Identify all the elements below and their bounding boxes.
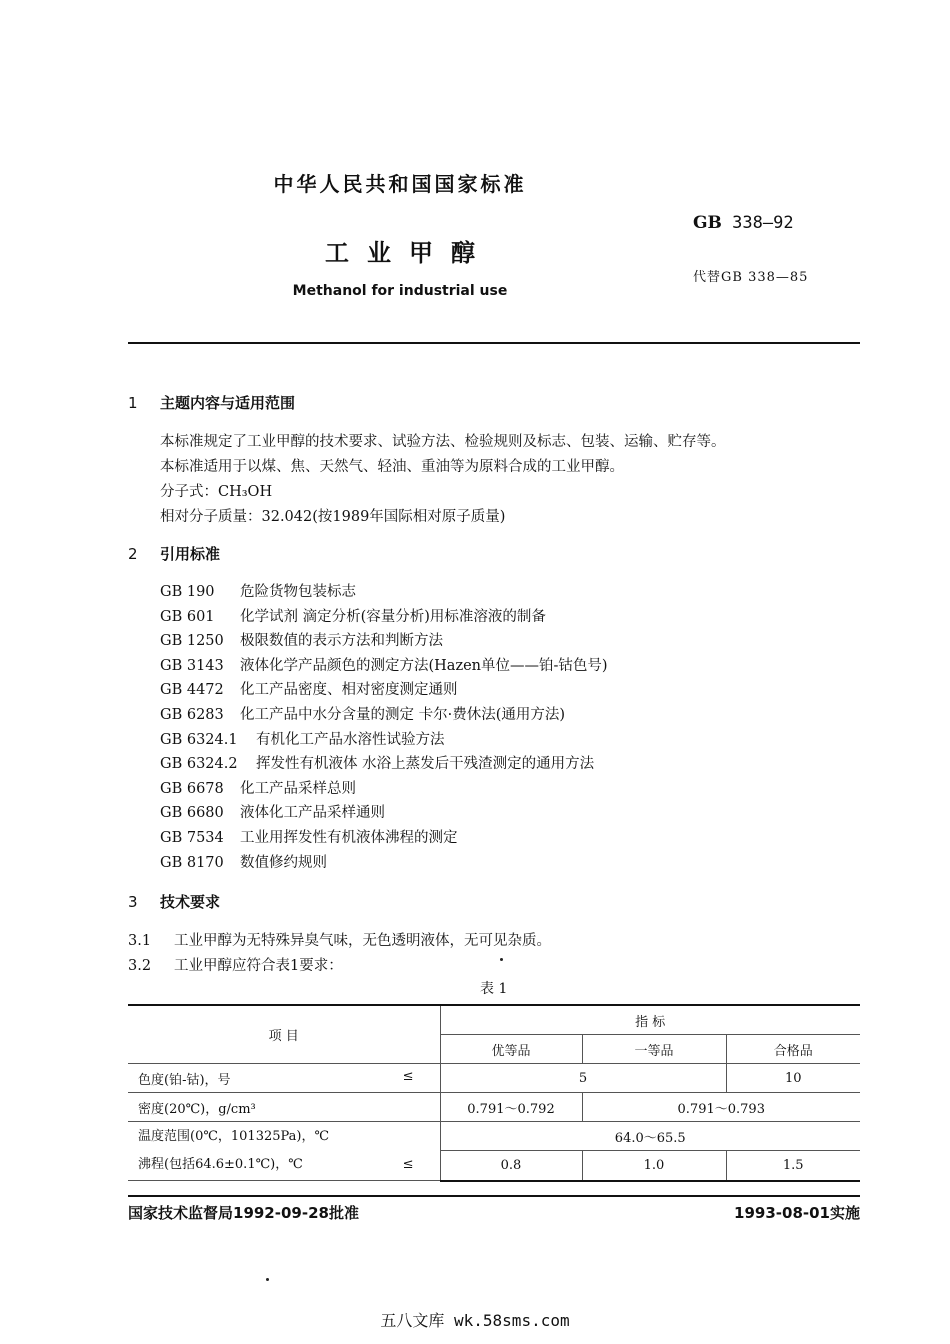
cell-value: 1.5 [726, 1151, 860, 1181]
comparator: ≤ [402, 1068, 414, 1084]
section-title: 技术要求 [160, 893, 221, 911]
item-name: 沸程(包括64.6±0.1℃)，℃ [138, 1157, 303, 1172]
standard-number-value: 338—92 [732, 213, 794, 233]
reference-item [160, 580, 356, 601]
reference-title: 化学试剂 滴定分析(容量分析)用标准溶液的制备 [240, 608, 546, 625]
reference-code: GB 190 [160, 584, 215, 600]
reference-title: 化工产品采样总则 [240, 780, 356, 797]
reference-item [160, 703, 565, 724]
section-number: 1 [128, 394, 138, 412]
clause-3-1 [128, 929, 551, 950]
grade-first: 一等品 [582, 1035, 726, 1064]
table-row [128, 1064, 860, 1093]
standard-number [693, 213, 794, 233]
document-title-cn: 工业甲醇 [325, 239, 493, 267]
reference-item [160, 777, 356, 798]
reference-code: GB 6678 [160, 780, 224, 797]
item-name: 温度范围(0℃，101325Pa)，℃ [138, 1129, 330, 1144]
formula-value: CH₃OH [218, 484, 273, 500]
speck [266, 1278, 269, 1281]
footer-divider [128, 1195, 860, 1197]
document-title-en: Methanol for industrial use [292, 283, 508, 299]
reference-title: 极限数值的表示方法和判断方法 [240, 633, 443, 650]
watermark-text: 五八文库 wk.58sms.com [380, 1311, 570, 1330]
reference-item [160, 605, 546, 626]
reference-title: 工业用挥发性有机液体沸程的测定 [240, 830, 458, 846]
clause-3-2 [128, 954, 343, 975]
grade-superior: 优等品 [440, 1035, 582, 1064]
cell-value: 1.0 [582, 1151, 726, 1181]
reference-code: GB 8170 [160, 854, 224, 871]
paragraph: 本标准适用于以煤、焦、天然气、轻油、重油等为原料合成的工业甲醇。 [160, 459, 624, 475]
speck [500, 958, 503, 961]
reference-item [160, 654, 608, 675]
comparator: ≤ [402, 1157, 414, 1172]
header-divider [128, 342, 860, 344]
clause-number: 3.1 [128, 933, 152, 949]
section-3-heading [128, 891, 220, 912]
reference-title: 危险货物包装标志 [240, 584, 356, 600]
reference-title: 化工产品中水分含量的测定 卡尔·费休法(通用方法) [240, 707, 566, 723]
section-1-heading [128, 392, 295, 413]
grade-qualified: 合格品 [726, 1035, 860, 1064]
reference-title: 有机化工产品水溶性试验方法 [256, 731, 445, 748]
row-label [128, 1122, 440, 1181]
reference-code: GB 6324.2 [160, 756, 238, 773]
table-header-index: 指 标 [440, 1005, 860, 1035]
table-row [128, 1093, 860, 1122]
reference-code: GB 601 [160, 608, 215, 625]
replaces-standard: 代替GB 338—85 [693, 270, 809, 285]
section-2-heading [128, 543, 220, 564]
cell-value: 0.791～0.792 [440, 1093, 582, 1122]
reference-code: GB 7534 [160, 830, 224, 846]
paragraph: 本标准规定了工业甲醇的技术要求、试验方法、检验规则及标志、包装、运输、贮存等。 [160, 434, 726, 450]
cell-value: 10 [726, 1064, 860, 1093]
reference-item [160, 801, 385, 822]
reference-item [160, 851, 327, 872]
section-number: 2 [128, 545, 138, 563]
reference-code: GB 4472 [160, 682, 224, 699]
reference-code: GB 6324.1 [160, 731, 238, 748]
molecular-mass: 相对分子质量：32.042(按1989年国际相对原子质量) [160, 509, 506, 525]
molecular-formula [160, 480, 272, 501]
formula-label: 分子式： [160, 484, 218, 500]
reference-item [160, 752, 594, 773]
reference-title: 数值修约规则 [240, 854, 327, 871]
standard-prefix: GB [693, 213, 722, 233]
cell-value: 0.791～0.793 [582, 1093, 860, 1122]
cell-value: 5 [440, 1064, 726, 1093]
spec-table [128, 1004, 860, 1182]
reference-item [160, 629, 443, 650]
standard-org-heading: 中华人民共和国国家标准 [273, 172, 527, 196]
approval-date: 国家技术监督局1992-09-28批准 [128, 1204, 359, 1222]
reference-title: 液体化学产品颜色的测定方法(Hazen单位——铂-钴色号) [240, 657, 608, 674]
clause-number: 3.2 [128, 958, 152, 974]
reference-title: 挥发性有机液体 水浴上蒸发后干残渣测定的通用方法 [256, 756, 595, 773]
cell-value: 0.8 [440, 1151, 582, 1181]
reference-item [160, 678, 458, 699]
clause-text: 工业甲醇应符合表1要求： [174, 958, 343, 974]
row-label [128, 1064, 440, 1093]
reference-code: GB 1250 [160, 633, 224, 650]
table-caption: 表 1 [480, 981, 508, 997]
item-name: 色度(铂-钴)，号 [138, 1072, 231, 1088]
item-line [138, 1151, 440, 1179]
reference-code: GB 6283 [160, 707, 224, 723]
reference-code: GB 6680 [160, 805, 224, 822]
reference-item [160, 728, 445, 749]
effective-date: 1993-08-01实施 [734, 1204, 860, 1222]
reference-title: 化工产品密度、相对密度测定通则 [240, 682, 458, 699]
section-title: 引用标准 [160, 545, 221, 563]
clause-text: 工业甲醇为无特殊异臭气味，无色透明液体，无可见杂质。 [174, 933, 551, 949]
table-row [128, 1122, 860, 1151]
table-header-item: 项 目 [128, 1005, 440, 1064]
section-title: 主题内容与适用范围 [160, 394, 296, 412]
reference-item [160, 826, 458, 847]
cell-value: 64.0～65.5 [440, 1122, 860, 1151]
row-label: 密度(20℃)，g/cm³ [128, 1093, 440, 1122]
reference-code: GB 3143 [160, 657, 224, 674]
reference-title: 液体化工产品采样通则 [240, 805, 385, 822]
section-number: 3 [128, 893, 138, 911]
